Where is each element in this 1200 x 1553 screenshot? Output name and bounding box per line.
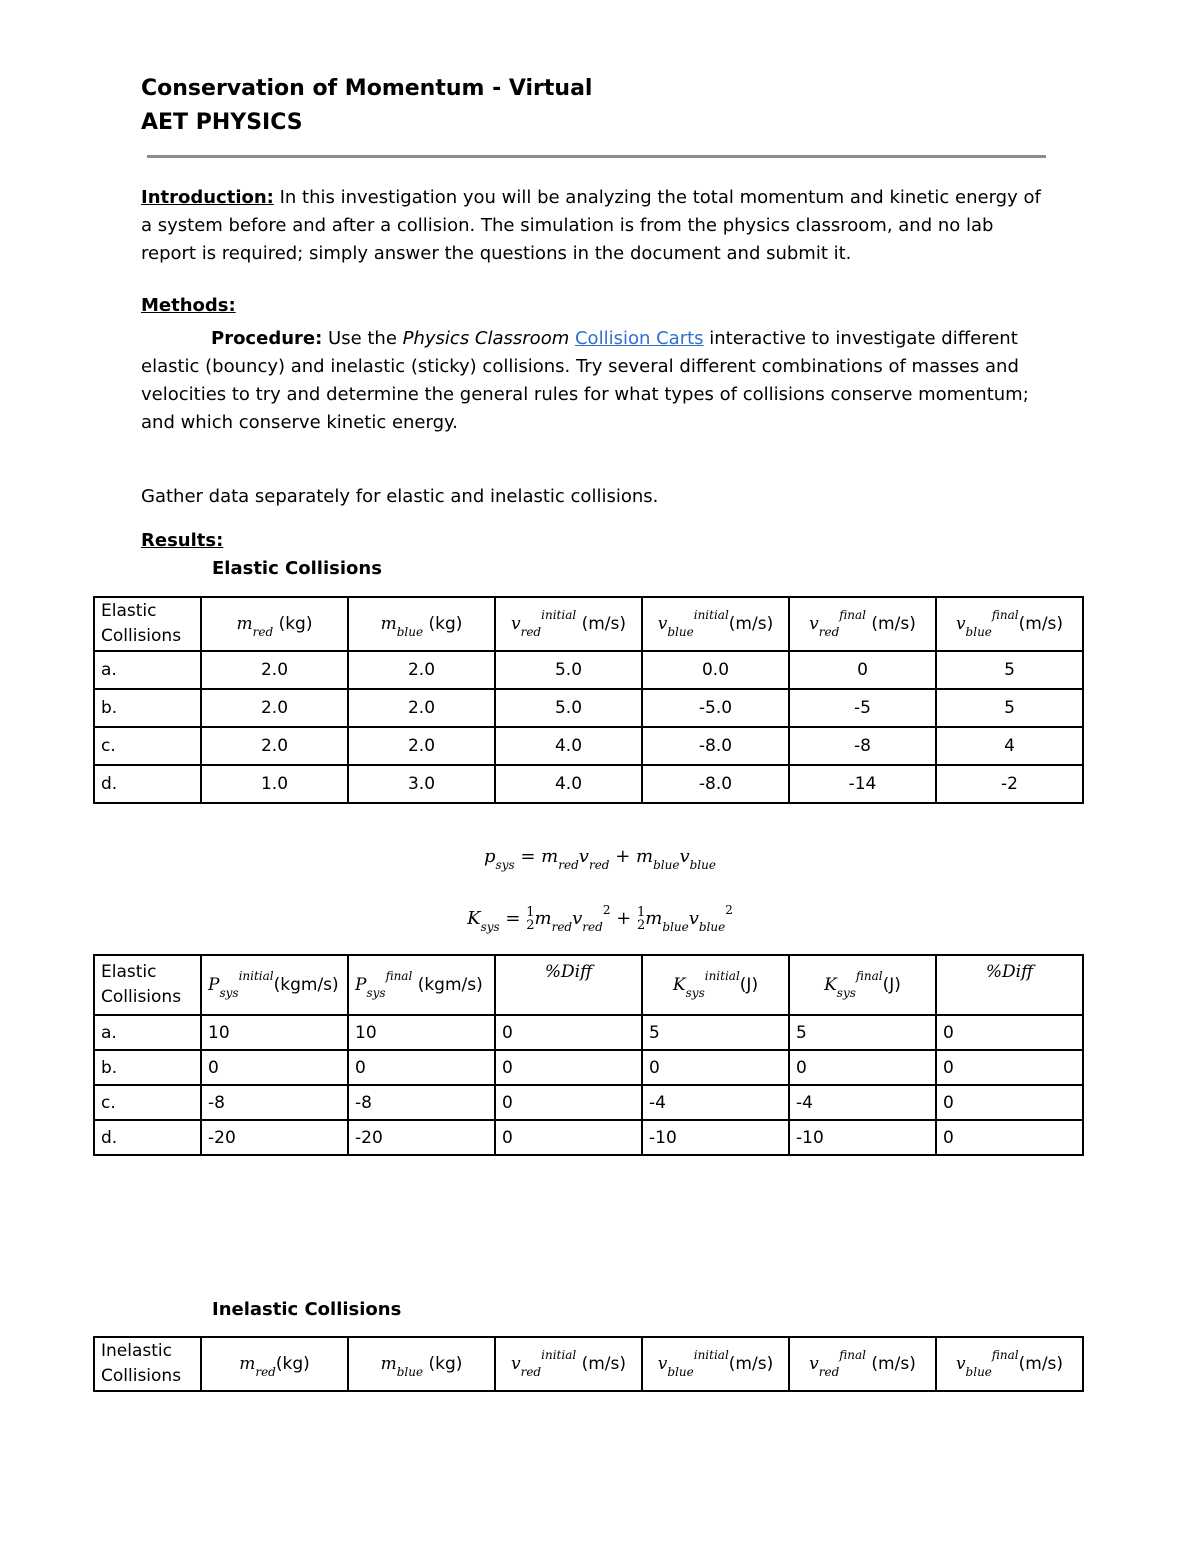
cell-v-red-initial: 4.0 [495, 727, 642, 765]
table-row [94, 1015, 1083, 1050]
header-p-sys-final: $P_{sys}^{final}$ (kgm/s) [348, 955, 495, 1015]
procedure-text-pre: Use the [322, 328, 403, 349]
header-collision-type: Elastic Collisions [94, 955, 201, 1015]
cell-k-final: -4 [789, 1085, 936, 1120]
procedure-label: Procedure: [211, 328, 323, 349]
cell-v-blue-final: -2 [936, 765, 1083, 803]
table-row [94, 651, 1083, 689]
cell-m-red: 2.0 [201, 651, 348, 689]
table-row [94, 1120, 1083, 1155]
introduction-paragraph [141, 184, 1041, 268]
table-header-row [94, 1337, 1083, 1391]
cell-p-diff: 0 [495, 1050, 642, 1085]
header-v-red-initial: $v_{red}^{initial}$ (m/s) [495, 597, 642, 651]
cell-v-red-initial: 4.0 [495, 765, 642, 803]
cell-k-initial: 0 [642, 1050, 789, 1085]
header-collision-type: Elastic Collisions [94, 597, 201, 651]
header-p-sys-initial: $P_{sys}^{initial}(kgm/s)$ [201, 955, 348, 1015]
introduction-text: In this investigation you will be analyzing the total momentum and kinetic energy of a system before and after a collision. The simulation is from the physics classroom, and no lab report is required; simply answer the questions in the document and submit it. [141, 187, 1041, 264]
cell-v-blue-final: 5 [936, 651, 1083, 689]
momentum-equation: $p_{sys} = m_{red}v_{red} + m_{blue}v_{blue}$ [484, 846, 716, 872]
row-label: a. [94, 1015, 201, 1050]
cell-k-initial: -10 [642, 1120, 789, 1155]
row-label: d. [94, 765, 201, 803]
cell-m-red: 2.0 [201, 689, 348, 727]
cell-k-final: 5 [789, 1015, 936, 1050]
table-header-row [94, 597, 1083, 651]
header-v-red-initial: $v_{red}^{initial}$ (m/s) [495, 1337, 642, 1391]
row-label: d. [94, 1120, 201, 1155]
table-row [94, 689, 1083, 727]
document-title: Conservation of Momentum - Virtual [141, 76, 593, 101]
cell-m-red: 1.0 [201, 765, 348, 803]
kinetic-energy-equation: $K_{sys} = 1$ $2m_{red}v_{red}^2 + 1$ $2m_{blue}v_{blue}^2$ [467, 903, 733, 934]
header-energy-pct-diff: %Diff [936, 955, 1083, 1015]
table-row [94, 727, 1083, 765]
cell-m-blue: 2.0 [348, 689, 495, 727]
elastic-collisions-table [93, 596, 1084, 804]
procedure-paragraph [141, 325, 1041, 437]
cell-p-initial: -20 [201, 1120, 348, 1155]
header-k-sys-initial: $K_{sys}^{initial}(J)$ [642, 955, 789, 1015]
header-v-blue-initial: $v_{blue}^{initial}(m/s)$ [642, 597, 789, 651]
cell-v-red-initial: 5.0 [495, 651, 642, 689]
cell-k-diff: 0 [936, 1120, 1083, 1155]
cell-p-initial: -8 [201, 1085, 348, 1120]
cell-k-initial: 5 [642, 1015, 789, 1050]
row-label: a. [94, 651, 201, 689]
header-v-blue-initial: $v_{blue}^{initial}(m/s)$ [642, 1337, 789, 1391]
course-name: AET PHYSICS [141, 110, 303, 135]
cell-p-initial: 10 [201, 1015, 348, 1050]
cell-p-diff: 0 [495, 1015, 642, 1050]
header-v-blue-final: $v_{blue}^{final}(m/s)$ [936, 597, 1083, 651]
cell-v-red-final: 0 [789, 651, 936, 689]
cell-v-blue-initial: -8.0 [642, 727, 789, 765]
cell-v-blue-initial: -8.0 [642, 765, 789, 803]
header-m-blue: $m_{blue}$ (kg) [348, 597, 495, 651]
inelastic-collisions-table [93, 1336, 1084, 1392]
header-v-red-final: $v_{red}^{final}$ (m/s) [789, 1337, 936, 1391]
cell-m-blue: 2.0 [348, 651, 495, 689]
table-row [94, 1050, 1083, 1085]
cell-p-final: 10 [348, 1015, 495, 1050]
header-m-blue: $m_{blue}$ (kg) [348, 1337, 495, 1391]
cell-v-blue-final: 5 [936, 689, 1083, 727]
procedure-text-post: interactive to investigate different elastic (bouncy) and inelastic (sticky) collisions. Try several different combinations of masses and velocities to try and determine the general rules for what types of collisions conserve momentum; and which conserve kinetic energy. [141, 328, 1029, 433]
cell-m-blue: 3.0 [348, 765, 495, 803]
table-row [94, 765, 1083, 803]
cell-v-red-final: -8 [789, 727, 936, 765]
cell-k-final: -10 [789, 1120, 936, 1155]
table-header-row [94, 955, 1083, 1015]
row-label: b. [94, 1050, 201, 1085]
header-m-red: $m_{red}(kg)$ [201, 1337, 348, 1391]
introduction-heading: Introduction: [141, 187, 274, 208]
cell-m-blue: 2.0 [348, 727, 495, 765]
header-v-blue-final: $v_{blue}^{final}(m/s)$ [936, 1337, 1083, 1391]
methods-heading: Methods: [141, 295, 236, 316]
collision-carts-link[interactable]: Collision Carts [574, 328, 704, 349]
cell-k-diff: 0 [936, 1015, 1083, 1050]
cell-p-final: 0 [348, 1050, 495, 1085]
cell-v-blue-final: 4 [936, 727, 1083, 765]
row-label: c. [94, 727, 201, 765]
header-divider [147, 155, 1046, 158]
elastic-momentum-energy-table [93, 954, 1084, 1156]
cell-m-red: 2.0 [201, 727, 348, 765]
cell-v-red-final: -5 [789, 689, 936, 727]
header-momentum-pct-diff: %Diff [495, 955, 642, 1015]
cell-k-final: 0 [789, 1050, 936, 1085]
cell-k-diff: 0 [936, 1085, 1083, 1120]
gather-note: Gather data separately for elastic and inelastic collisions. [141, 486, 659, 507]
cell-p-final: -8 [348, 1085, 495, 1120]
cell-v-red-initial: 5.0 [495, 689, 642, 727]
header-collision-type: Inelastic Collisions [94, 1337, 201, 1391]
header-k-sys-final: $K_{sys}^{final}(J)$ [789, 955, 936, 1015]
results-heading: Results: [141, 530, 224, 551]
cell-v-blue-initial: 0.0 [642, 651, 789, 689]
elastic-subheading: Elastic Collisions [212, 558, 382, 579]
cell-v-red-final: -14 [789, 765, 936, 803]
inelastic-subheading: Inelastic Collisions [212, 1299, 402, 1320]
cell-p-diff: 0 [495, 1085, 642, 1120]
header-m-red: $m_{red}$ (kg) [201, 597, 348, 651]
cell-p-final: -20 [348, 1120, 495, 1155]
cell-k-initial: -4 [642, 1085, 789, 1120]
cell-v-blue-initial: -5.0 [642, 689, 789, 727]
table-row [94, 1085, 1083, 1120]
header-v-red-final: $v_{red}^{final}$ (m/s) [789, 597, 936, 651]
cell-k-diff: 0 [936, 1050, 1083, 1085]
source-name: Physics Classroom [402, 328, 570, 349]
row-label: c. [94, 1085, 201, 1120]
cell-p-diff: 0 [495, 1120, 642, 1155]
row-label: b. [94, 689, 201, 727]
cell-p-initial: 0 [201, 1050, 348, 1085]
